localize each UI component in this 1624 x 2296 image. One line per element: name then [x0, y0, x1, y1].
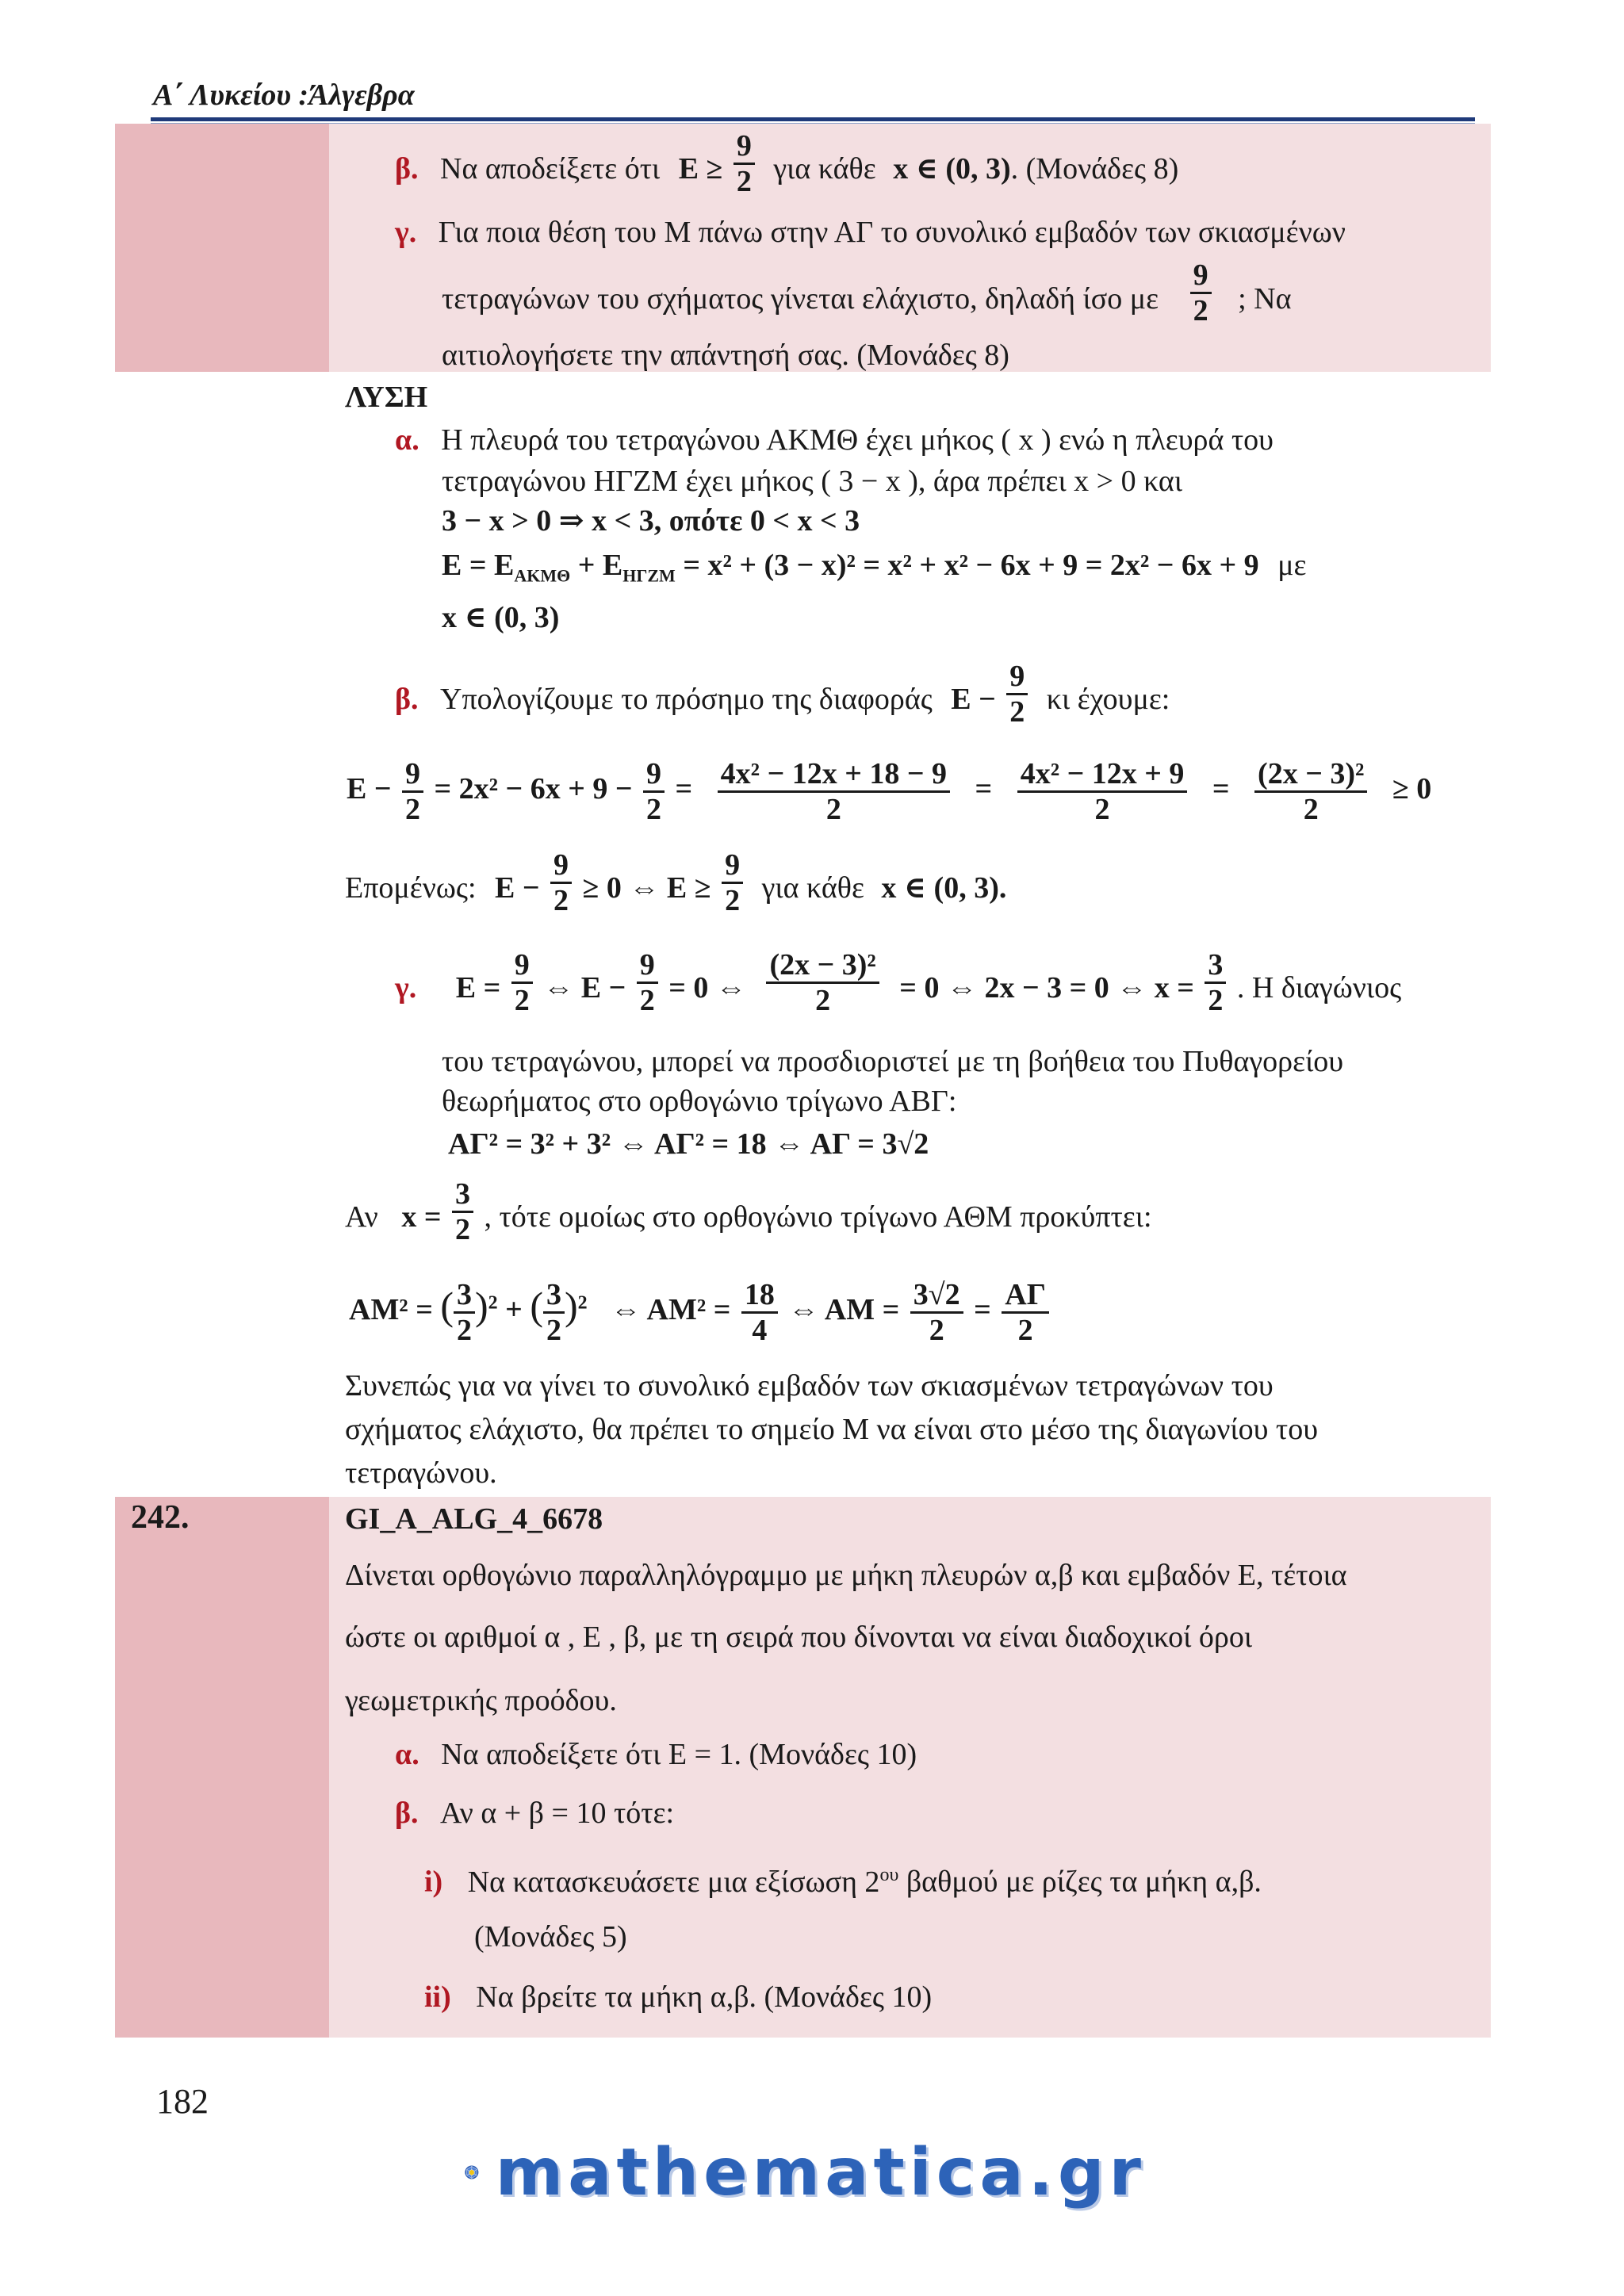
logo-wordmark: mathematica.gr — [495, 2134, 1146, 2210]
solution-an-intro: Αν x = $\frac{3}{2}$ , τότε ομοίως στο ορθογώνιο τρίγωνο ΑΘΜ προκύπτει: — [345, 1177, 1152, 1246]
solution-a-line2: τετραγώνου ΗΓΖΜ έχει μήκος ( 3 − x ), άρα πρέπει x > 0 και — [442, 465, 1183, 498]
solution-title: ΛΥΣΗ — [345, 381, 428, 414]
problem-number: 242. — [131, 1499, 190, 1536]
problem-242-question-b-i-marks: (Μονάδες 5) — [474, 1920, 627, 1954]
page-number: 182 — [156, 2082, 209, 2121]
question-gamma-line2: τετραγώνων του σχήματος γίνεται ελάχιστο, δηλαδή ίσο με $\frac{9}{2}$ ; Να — [442, 258, 1292, 327]
solution-b-conclusion: Επομένως: E − $\frac{9}{2}$ ≥ 0 ⇔ E ≥ $\frac{9}{2}$ για κάθε x ∈ (0, 3). — [345, 848, 1007, 917]
problem-number-panel — [115, 124, 329, 372]
problem-242-text-2: ώστε οι αριθμοί α , Ε , β, με τη σειρά που δίνονται να είναι διαδοχικοί όροι — [345, 1621, 1253, 1654]
solution-g-line2: του τετραγώνου, μπορεί να προσδιοριστεί με τη βοήθεια του Πυθαγορείου — [442, 1045, 1344, 1078]
problem-242-text-1: Δίνεται ορθογώνιο παραλληλόγραμμο με μήκη πλευρών α,β και εμβαδόν Ε, τέτοια — [345, 1559, 1347, 1592]
problem-242-question-a: α. Να αποδείξετε ότι Ε = 1. (Μονάδες 10) — [395, 1738, 917, 1771]
solution-b-intro: β. Υπολογίζουμε το πρόσημο της διαφοράς E − $\frac{9}{2}$ κι έχουμε: — [395, 660, 1170, 729]
running-header: Α΄ Λυκείου :Άλγεβρα — [153, 78, 415, 112]
problem-code: GI_A_ALG_4_6678 — [345, 1502, 603, 1536]
solution-g-line3: θεωρήματος στο ορθογώνιο τρίγωνο ΑΒΓ: — [442, 1085, 957, 1118]
solution-a-line3: 3 − x > 0 ⇒ x < 3, οπότε 0 < x < 3 — [442, 504, 860, 538]
solution-conclusion-1: Συνεπώς για να γίνει το συνολικό εμβαδόν των σκιασμένων τετραγώνων του — [345, 1369, 1274, 1402]
solution-a-line1: α. Η πλευρά του τετραγώνου ΑΚΜΘ έχει μήκος ( x ) ενώ η πλευρά του — [395, 423, 1274, 457]
problem-242-question-b-ii: ii) Να βρείτε τα μήκη α,β. (Μονάδες 10) — [424, 1980, 933, 2014]
solution-a-domain: x ∈ (0, 3) — [442, 601, 560, 634]
solution-conclusion-3: τετραγώνου. — [345, 1456, 497, 1490]
problem-242-question-b-i: i) Να κατασκευάσετε μια εξίσωση $2^{o\upsilon}$ βαθμού με ρίζες τα μήκη α,β. — [424, 1865, 1262, 1899]
solution-g-equation: γ. E = $\frac{9}{2}$ ⇔ E − $\frac{9}{2}$ = 0 ⇔ $\frac{\text{(2x − 3)²}}{2}$ = 0 ⇔ 2x − 3 = 0 ⇔ x = $\frac{3}{2}$ . Η διαγώνιος — [395, 948, 1402, 1017]
problem-242-text-3: γεωμετρικής προόδου. — [345, 1684, 617, 1717]
solution-a-energy-formula: $E = E_{AKM\Theta} + E_{H\Gamma ZM} = x^2 + (3 - x)^2 = x^2 + x^2 - 6x + 9 = 2x^2 - 6x + 9$ με — [442, 549, 1307, 586]
site-logo — [464, 2125, 1146, 2220]
question-beta: β. Να αποδείξετε ότι E ≥ $\frac{9}{2}$ για κάθε x ∈ (0, 3). (Μονάδες 8) — [395, 129, 1179, 198]
polyhedron-logo-icon — [464, 2125, 480, 2220]
question-gamma-line1: γ. Για ποια θέση του Μ πάνω στην ΑΓ το συνολικό εμβαδόν των σκιασμένων — [395, 216, 1346, 249]
solution-am-equation: ΑΜ² = ( $\frac{3}{2}$ )$^2$ + ( $\frac{3}{2}$ )$^2$ ⇔ ΑΜ² = $\frac{18}{4}$ ⇔ ΑΜ = $\frac{3√2}{2}$ = $\frac{A\Gamma}{2}$ — [349, 1278, 1052, 1347]
problem-242-question-b: β. Αν α + β = 10 τότε: — [395, 1797, 674, 1830]
question-gamma-line3: αιτιολογήσετε την απάντησή σας. (Μονάδες 8) — [442, 339, 1009, 372]
problem-242-number-panel — [115, 1497, 329, 2038]
solution-b-equation: E − $\frac{9}{2}$ = 2x² − 6x + 9 − $\frac{9}{2}$ = $\frac{\text{4x² − 12x + 18 − 9}}{2}$ = $\frac{\text{4x² − 12x + 9}}{2}$ = $\frac{\text{(2x − 3)²}}{2}$ ≥ 0 — [347, 757, 1432, 826]
solution-conclusion-2: σχήματος ελάχιστο, θα πρέπει το σημείο Μ να είναι στο μέσο της διαγωνίου του — [345, 1413, 1319, 1446]
header-rule — [151, 117, 1475, 121]
solution-g-pythagoras: ΑΓ² = 3² + 3² ⇔ ΑΓ² = 18 ⇔ ΑΓ = 3√2 — [448, 1127, 929, 1161]
